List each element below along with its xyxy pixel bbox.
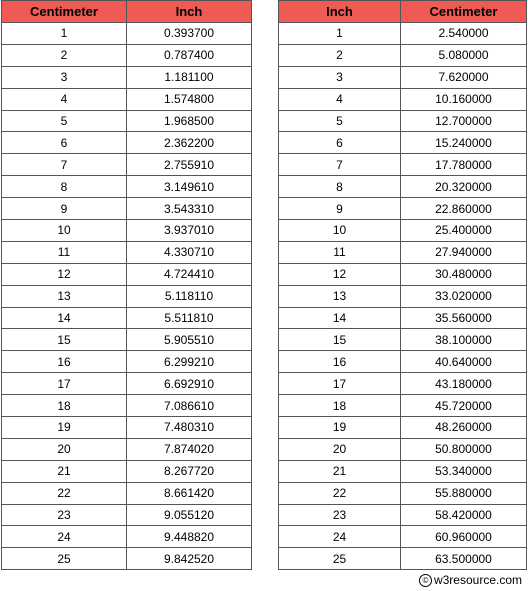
watermark-text: w3resource.com (433, 573, 522, 587)
table-cell-converted-value: 1.181100 (127, 66, 252, 88)
table-cell-converted-value: 43.180000 (401, 373, 527, 395)
table-row (2, 373, 252, 395)
table-cell-source-value: 2 (279, 44, 401, 66)
table-cell-source-value: 23 (2, 504, 127, 526)
table-cell-converted-value: 0.787400 (127, 44, 252, 66)
table-cell-source-value: 15 (279, 329, 401, 351)
table-cell-source-value: 1 (2, 23, 127, 45)
table-cell-converted-value: 9.842520 (127, 548, 252, 570)
table-row (279, 110, 527, 132)
table-cell-converted-value: 2.362200 (127, 132, 252, 154)
table-row (2, 198, 252, 220)
table-cell-source-value: 3 (279, 66, 401, 88)
table-row (2, 88, 252, 110)
table-row (279, 504, 527, 526)
table-row (279, 176, 527, 198)
table-row (279, 154, 527, 176)
table-cell-source-value: 17 (279, 373, 401, 395)
table-cell-converted-value: 7.874020 (127, 438, 252, 460)
table-row (279, 329, 527, 351)
table-cell-source-value: 11 (279, 241, 401, 263)
table-cell-source-value: 24 (2, 526, 127, 548)
cm-to-inch-table (1, 0, 252, 570)
table-cell-converted-value: 12.700000 (401, 110, 527, 132)
column-header-inch: Inch (279, 1, 401, 23)
table-cell-converted-value: 3.543310 (127, 198, 252, 220)
table-row (2, 438, 252, 460)
copyright-icon: © (419, 574, 432, 587)
table-row (2, 548, 252, 570)
table-cell-converted-value: 5.080000 (401, 44, 527, 66)
table-row (279, 395, 527, 417)
table-cell-converted-value: 63.500000 (401, 548, 527, 570)
table-cell-converted-value: 7.620000 (401, 66, 527, 88)
table-cell-source-value: 18 (2, 395, 127, 417)
table-cell-source-value: 9 (2, 198, 127, 220)
table-row (2, 526, 252, 548)
table-row (279, 438, 527, 460)
table-header-row (2, 1, 252, 23)
table-cell-source-value: 13 (279, 285, 401, 307)
table-cell-converted-value: 10.160000 (401, 88, 527, 110)
table-cell-source-value: 5 (279, 110, 401, 132)
watermark (419, 573, 522, 587)
table-cell-converted-value: 38.100000 (401, 329, 527, 351)
table-cell-source-value: 4 (2, 88, 127, 110)
table-cell-source-value: 21 (279, 460, 401, 482)
table-row (279, 373, 527, 395)
table-cell-source-value: 10 (2, 220, 127, 242)
table-row (279, 526, 527, 548)
table-cell-converted-value: 8.267720 (127, 460, 252, 482)
table-cell-converted-value: 0.393700 (127, 23, 252, 45)
table-cell-source-value: 18 (279, 395, 401, 417)
table-row (2, 395, 252, 417)
table-cell-converted-value: 5.905510 (127, 329, 252, 351)
table-cell-converted-value: 58.420000 (401, 504, 527, 526)
table-cell-converted-value: 8.661420 (127, 482, 252, 504)
table-row (279, 351, 527, 373)
table-row (279, 285, 527, 307)
table-cell-source-value: 2 (2, 44, 127, 66)
table-cell-converted-value: 9.448820 (127, 526, 252, 548)
table-cell-converted-value: 9.055120 (127, 504, 252, 526)
table-cell-source-value: 20 (279, 438, 401, 460)
table-cell-converted-value: 1.574800 (127, 88, 252, 110)
table-cell-converted-value: 3.937010 (127, 220, 252, 242)
table-cell-source-value: 14 (279, 307, 401, 329)
table-cell-source-value: 14 (2, 307, 127, 329)
table-cell-source-value: 16 (279, 351, 401, 373)
table-row (2, 263, 252, 285)
table-row (279, 23, 527, 45)
table-cell-converted-value: 6.299210 (127, 351, 252, 373)
table-row (2, 482, 252, 504)
table-cell-source-value: 3 (2, 66, 127, 88)
table-row (279, 241, 527, 263)
table-cell-converted-value: 20.320000 (401, 176, 527, 198)
table-row (279, 132, 527, 154)
table-cell-converted-value: 17.780000 (401, 154, 527, 176)
table-cell-source-value: 19 (279, 417, 401, 439)
table-cell-converted-value: 4.724410 (127, 263, 252, 285)
table-header-row (279, 1, 527, 23)
table-cell-converted-value: 5.511810 (127, 307, 252, 329)
table-row (279, 88, 527, 110)
table-cell-source-value: 16 (2, 351, 127, 373)
table-cell-converted-value: 33.020000 (401, 285, 527, 307)
table-row (2, 329, 252, 351)
table-cell-source-value: 25 (279, 548, 401, 570)
table-row (2, 307, 252, 329)
table-cell-converted-value: 55.880000 (401, 482, 527, 504)
table-cell-source-value: 20 (2, 438, 127, 460)
table-cell-source-value: 1 (279, 23, 401, 45)
table-row (279, 44, 527, 66)
table-row (2, 44, 252, 66)
table-cell-converted-value: 3.149610 (127, 176, 252, 198)
table-cell-source-value: 12 (2, 263, 127, 285)
table-cell-converted-value: 7.086610 (127, 395, 252, 417)
table-cell-converted-value: 22.860000 (401, 198, 527, 220)
table-row (2, 110, 252, 132)
table-row (279, 307, 527, 329)
table-row (2, 417, 252, 439)
table-row (279, 548, 527, 570)
table-cell-source-value: 21 (2, 460, 127, 482)
table-cell-converted-value: 50.800000 (401, 438, 527, 460)
table-row (2, 241, 252, 263)
table-cell-source-value: 7 (279, 154, 401, 176)
table-row (2, 176, 252, 198)
column-header-centimeter: Centimeter (2, 1, 127, 23)
table-row (279, 66, 527, 88)
table-cell-source-value: 24 (279, 526, 401, 548)
table-cell-converted-value: 53.340000 (401, 460, 527, 482)
table-cell-converted-value: 15.240000 (401, 132, 527, 154)
table-row (2, 460, 252, 482)
table-row (2, 220, 252, 242)
table-row (279, 460, 527, 482)
table-row (279, 417, 527, 439)
table-cell-converted-value: 4.330710 (127, 241, 252, 263)
table-cell-converted-value: 1.968500 (127, 110, 252, 132)
table-cell-converted-value: 60.960000 (401, 526, 527, 548)
table-cell-converted-value: 35.560000 (401, 307, 527, 329)
table-cell-converted-value: 2.755910 (127, 154, 252, 176)
table-cell-source-value: 22 (279, 482, 401, 504)
table-cell-source-value: 10 (279, 220, 401, 242)
table-cell-converted-value: 7.480310 (127, 417, 252, 439)
table-row (279, 198, 527, 220)
table-cell-source-value: 6 (279, 132, 401, 154)
table-cell-source-value: 11 (2, 241, 127, 263)
table-cell-converted-value: 40.640000 (401, 351, 527, 373)
table-row (2, 285, 252, 307)
table-cell-converted-value: 48.260000 (401, 417, 527, 439)
table-cell-source-value: 6 (2, 132, 127, 154)
table-cell-source-value: 8 (279, 176, 401, 198)
table-row (2, 351, 252, 373)
table-cell-source-value: 8 (2, 176, 127, 198)
table-row (2, 66, 252, 88)
table-cell-source-value: 9 (279, 198, 401, 220)
table-cell-source-value: 12 (279, 263, 401, 285)
table-cell-converted-value: 2.540000 (401, 23, 527, 45)
table-row (2, 154, 252, 176)
table-cell-source-value: 23 (279, 504, 401, 526)
table-row (2, 504, 252, 526)
column-header-centimeter: Centimeter (401, 1, 527, 23)
table-row (279, 220, 527, 242)
table-cell-converted-value: 45.720000 (401, 395, 527, 417)
table-cell-converted-value: 5.118110 (127, 285, 252, 307)
table-cell-source-value: 7 (2, 154, 127, 176)
table-row (2, 132, 252, 154)
table-row (279, 482, 527, 504)
table-cell-converted-value: 27.940000 (401, 241, 527, 263)
table-cell-source-value: 4 (279, 88, 401, 110)
inch-to-cm-table (278, 0, 527, 570)
table-cell-converted-value: 25.400000 (401, 220, 527, 242)
table-cell-source-value: 13 (2, 285, 127, 307)
table-cell-source-value: 17 (2, 373, 127, 395)
table-cell-source-value: 15 (2, 329, 127, 351)
table-cell-converted-value: 6.692910 (127, 373, 252, 395)
table-cell-source-value: 5 (2, 110, 127, 132)
table-cell-source-value: 19 (2, 417, 127, 439)
column-header-inch: Inch (127, 1, 252, 23)
table-cell-source-value: 22 (2, 482, 127, 504)
table-cell-converted-value: 30.480000 (401, 263, 527, 285)
table-row (2, 23, 252, 45)
table-cell-source-value: 25 (2, 548, 127, 570)
table-row (279, 263, 527, 285)
